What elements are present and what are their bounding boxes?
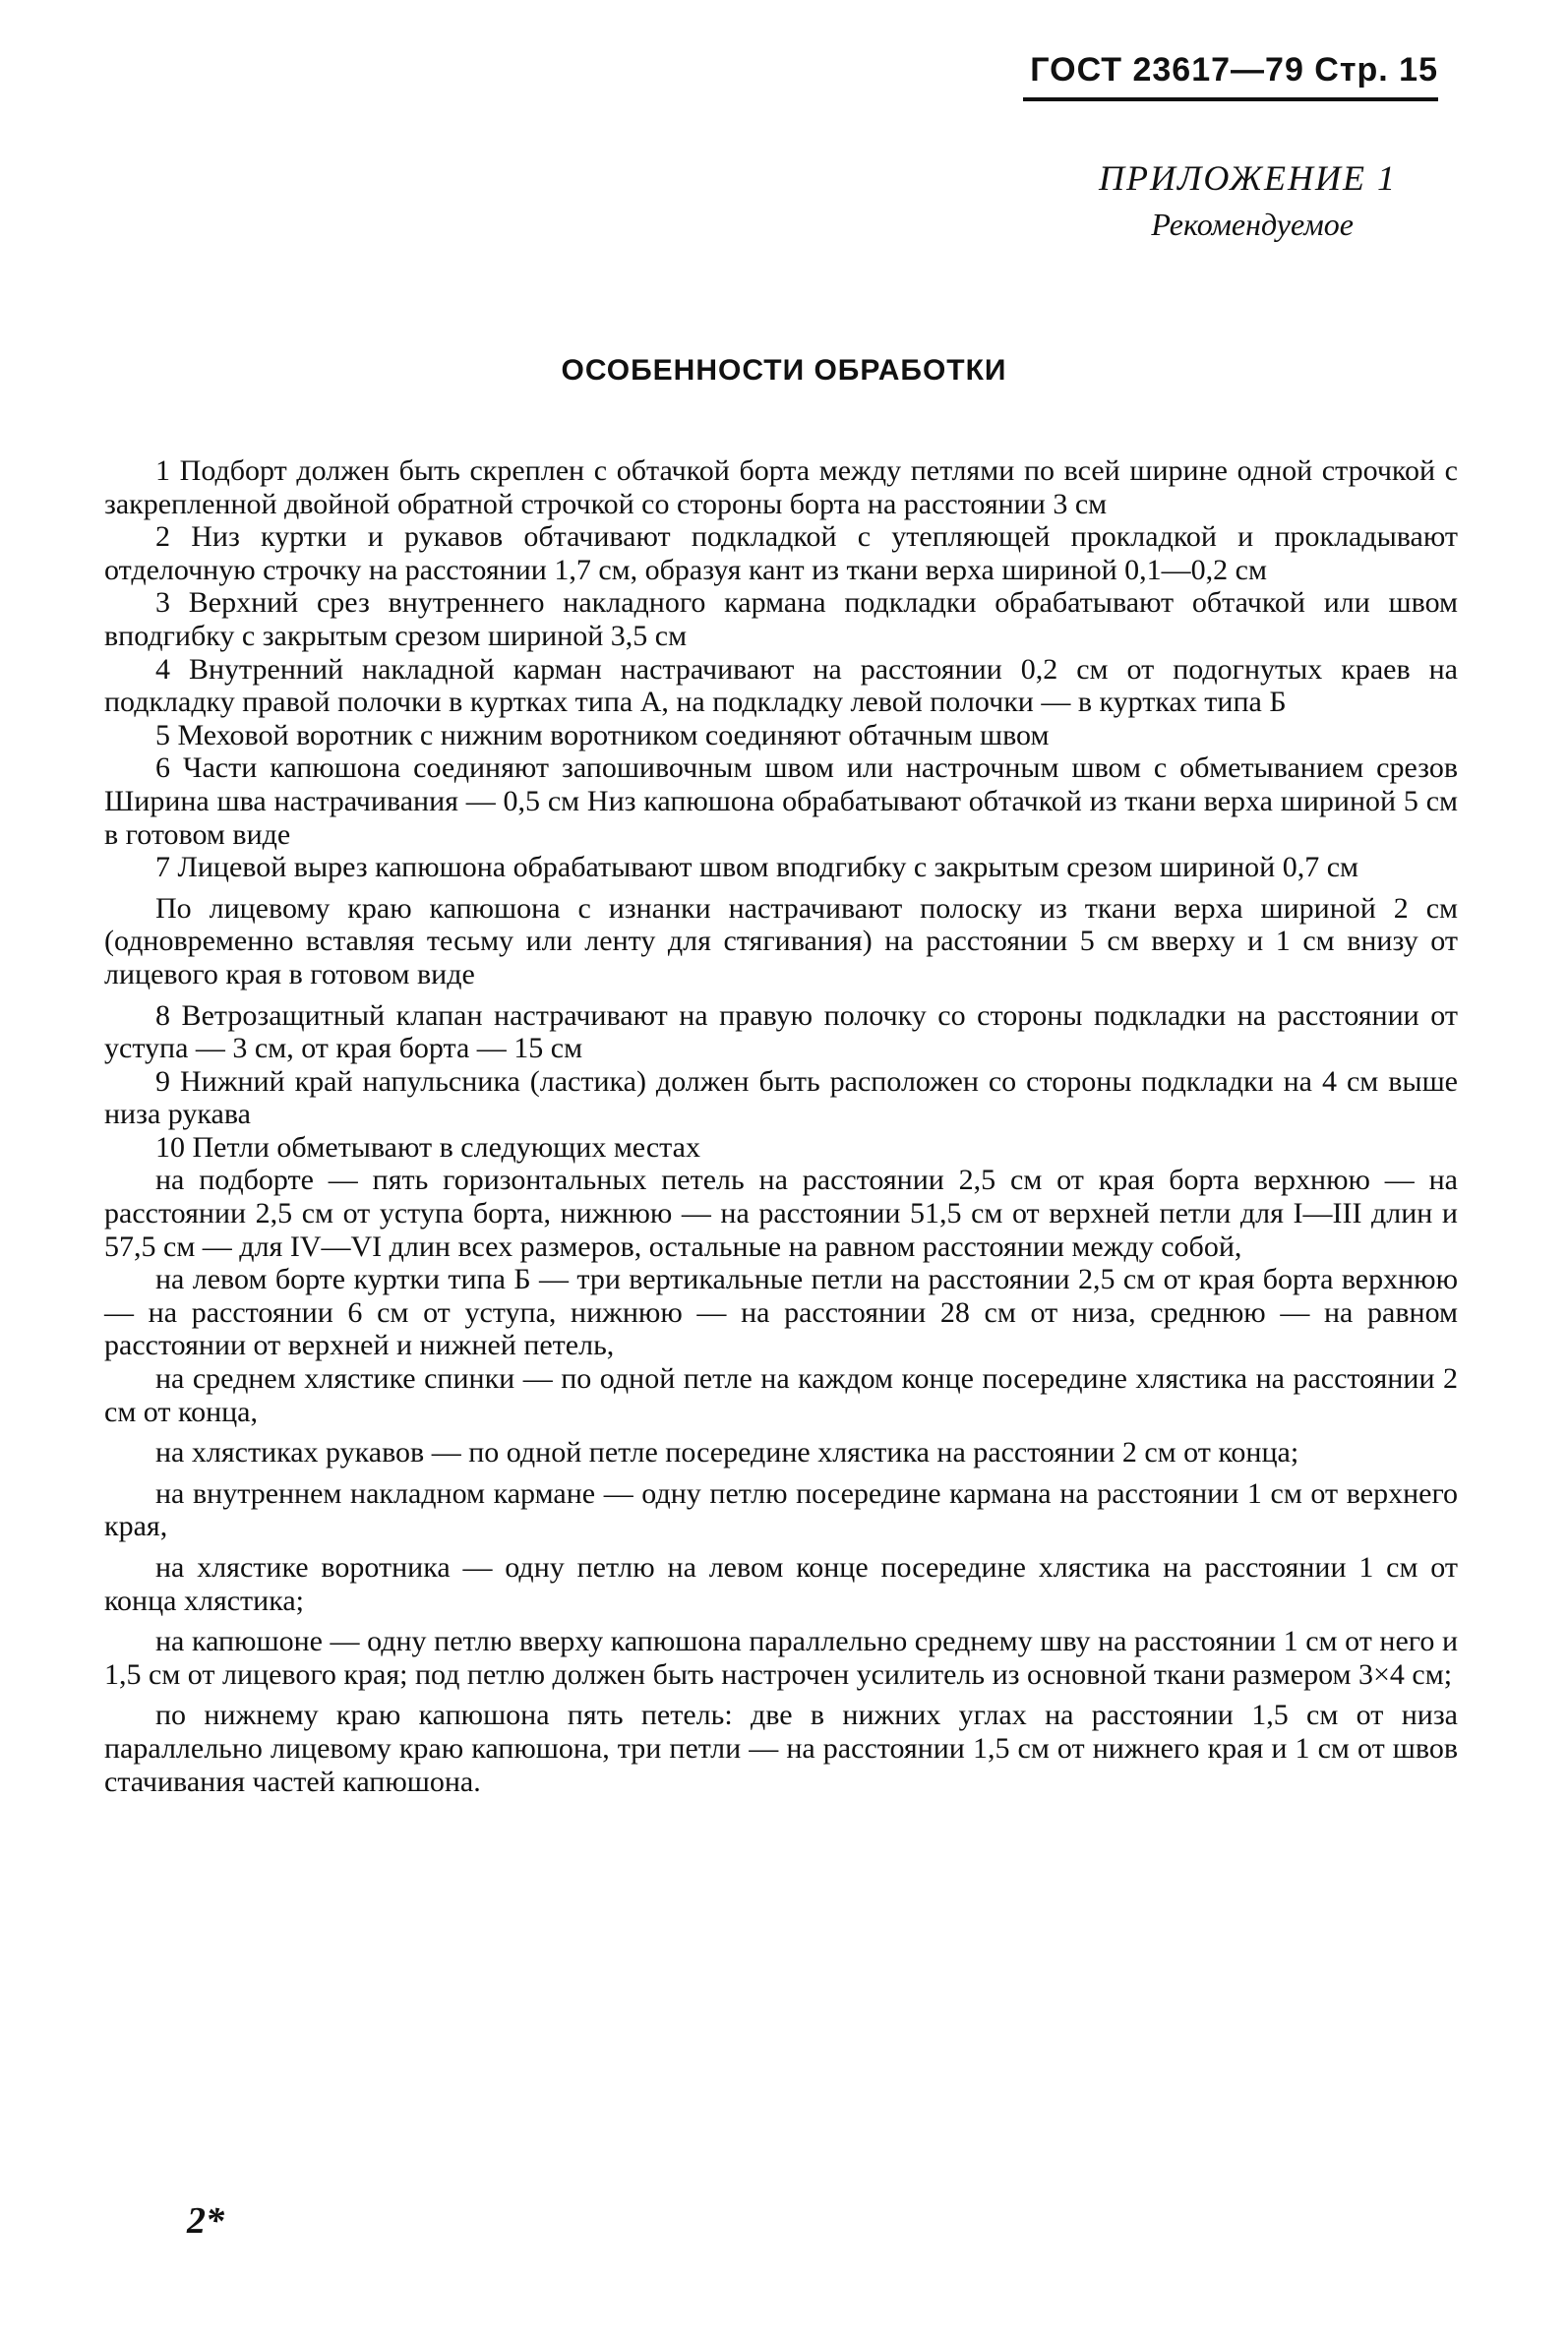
appendix-status: Рекомендуемое [1151,207,1354,242]
paragraph-6: 6 Части капюшона соединяют запошивочным швом или настрочным швом с обметыванием срезов Ширина шва настрачивания — 0,5 см Низ капюшона обрабатывают обтачкой из ткани верха шириной 5 см в готовом виде [104,751,1458,851]
paragraph-10: 10 Петли обметывают в следующих местах [155,1130,700,1164]
paragraph-2: 2 Низ куртки и рукавов обтачивают подкладкой с утепляющей прокладкой и прокладывают отделочную строчку на расстоянии 1,7 см, образуя кант из ткани верха шириной 0,1—0,2 см [104,520,1458,586]
paragraph-4: 4 Внутренний накладной карман настрачивают на расстоянии 0,2 см от подогнутых краев на подкладку правой полочки в куртках типа А, на подкладку левой полочки — в куртках типа Б [104,652,1458,719]
list-item-podbort: на подборте — пять горизонтальных петель на расстоянии 2,5 см от края борта верхнюю — на расстоянии 2,5 см от уступа борта, нижнюю — на расстоянии 51,5 см от верхней петли для I—III длин и 57,5 см — для IV—VI длин всех размеров, остальные на равном расстоянии между собой, [104,1164,1458,1263]
paragraph-8: 8 Ветрозащитный клапан настрачивают на правую полочку со стороны подкладки на расстоянии от уступа — 3 см, от края борта — 15 см [104,998,1458,1065]
list-item-sleeve-straps: на хлястиках рукавов — по одной петле посередине хлястика на расстоянии 2 см от конца; [155,1436,1299,1469]
paragraph-9: 9 Нижний край напульсника (ластика) должен быть расположен со стороны подкладки на 4 см выше низа рукава [104,1064,1458,1131]
signature-mark: 2* [187,2200,224,2242]
appendix-label: ПРИЛОЖЕНИЕ 1 [1099,158,1397,198]
list-item-left-bort: на левом борте куртки типа Б — три вертикальные петли на расстоянии 2,5 см от края борта верхнюю — на расстоянии 6 см от уступа, нижнюю — на расстоянии 28 см от низа, среднюю — на равном расстоянии от верхней и нижней петель, [104,1263,1458,1362]
list-item-inner-pocket: на внутреннем накладном кармане — одну петлю посередине кармана на расстоянии 1 см от верхнего края, [104,1476,1458,1543]
list-item-hood-bottom: по нижнему краю капюшона пять петель: две в нижних углах на расстоянии 1,5 см от низа параллельно лицевому краю капюшона, три петли — на расстоянии 1,5 см от нижнего края и 1 см от швов стачивания частей капюшона. [104,1699,1458,1798]
list-item-collar-strap: на хлястике воротника — одну петлю на левом конце посередине хлястика на расстоянии 1 см от конца хлястика; [104,1551,1458,1617]
list-item-hood-top: на капюшоне — одну петлю вверху капюшона параллельно среднему шву на расстоянии 1 см от него и 1,5 см от лицевого края; под петлю должен быть настрочен усилитель из основной ткани размером 3×4 см; [104,1625,1458,1691]
paragraph-5: 5 Меховой воротник с нижним воротником соединяют обтачным швом [155,718,1050,751]
paragraph-3: 3 Верхний срез внутреннего накладного кармана подкладки обрабатывают обтачкой или швом вподгибку с закрытым срезом шириной 3,5 см [104,586,1458,652]
list-item-back-strap: на среднем хлястике спинки — по одной петле на каждом конце посередине хлястика на расстоянии 2 см от конца, [104,1362,1458,1428]
paragraph-7: 7 Лицевой вырез капюшона обрабатывают швом вподгибку с закрытым срезом шириной 0,7 см [155,851,1359,884]
paragraph-1: 1 Подборт должен быть скреплен с обтачкой борта между петлями по всей ширине одной строчкой с закрепленной двойной обратной строчкой со стороны борта на расстоянии 3 см [104,454,1458,520]
page-header-standard: ГОСТ 23617—79 Стр. 15 [1023,51,1438,101]
body-text [104,454,1458,1798]
section-title: ОСОБЕННОСТИ ОБРАБОТКИ [561,354,1007,387]
paragraph-7-continuation: По лицевому краю капюшона с изнанки настрачивают полоску из ткани верха шириной 2 см (одновременно вставляя тесьму или ленту для стягивания) на расстоянии 5 см вверху и 1 см внизу от лицевого края в готовом виде [104,891,1458,990]
